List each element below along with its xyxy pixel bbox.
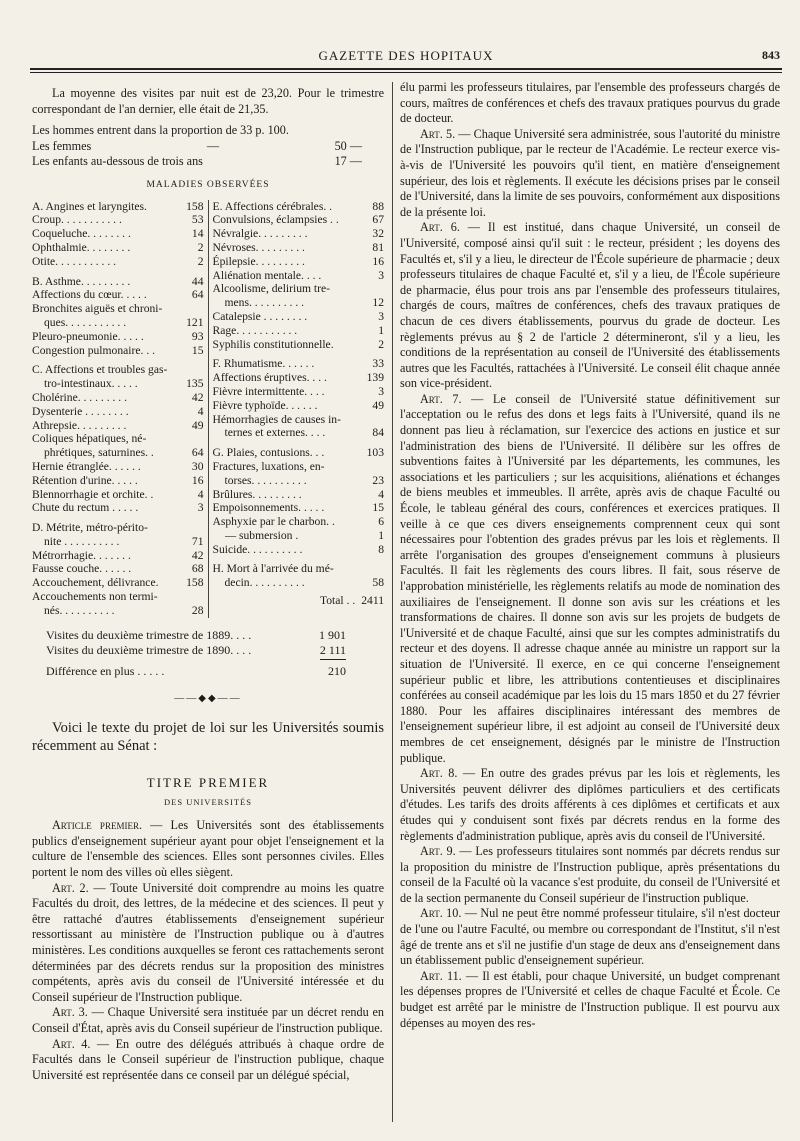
difference-row xyxy=(46,664,346,680)
ornament: ——◆◆—— xyxy=(174,693,242,705)
proportion-col-b: 50 — xyxy=(334,138,362,153)
trimestre-row xyxy=(46,628,346,644)
row-label: Suicide. . . . . . . . . . xyxy=(212,542,303,556)
proportion-label: Les femmes xyxy=(32,138,92,153)
table-row xyxy=(213,296,385,310)
proportion-label: Les enfants au-dessous de trois ans xyxy=(32,154,203,169)
table-row xyxy=(32,330,204,344)
table-row xyxy=(213,269,385,283)
row-count: 53 xyxy=(191,213,204,227)
row-label: Empoisonnements. . . . . xyxy=(212,501,325,515)
table-row xyxy=(32,576,204,590)
trimestre-block xyxy=(32,628,384,680)
row-label: Accouchements non termi- xyxy=(32,590,158,604)
row-label: Blennorrhagie et orchite. . xyxy=(32,487,154,501)
table-row xyxy=(213,594,385,608)
row-label: Convulsions, éclampsies . . xyxy=(212,213,339,227)
trimestre-count: 1 901 xyxy=(319,627,346,642)
proportion-col-b: 17 — xyxy=(334,154,362,169)
row-label: Coqueluche. . . . . . . . xyxy=(32,227,131,241)
table-row xyxy=(32,363,204,377)
table-row xyxy=(213,213,385,227)
table-row xyxy=(213,529,385,543)
table-row xyxy=(213,255,385,269)
row-label: tro-intestinaux. . . . . xyxy=(44,377,138,391)
row-label: ques. . . . . . . . . . . xyxy=(44,315,127,329)
row-count: 2 xyxy=(378,337,384,351)
row-count: 4 xyxy=(378,487,384,501)
trimestre-row xyxy=(46,643,346,660)
row-label: A. Angines et laryngites. xyxy=(32,199,147,213)
article-text: — Toute Université doit comprendre au moins les quatre Facultés du droit, des lettres, de la médecine et des sciences. Il peut y être rattaché d'autres établissements d'enseignement supérieur ressortissant au ministère de l'Instruction publique ou à d'autres ministères. Les conditions auxquelles se feront ces rattachements seront déterminées par des décrets rendus sur la proposition des ministres compétents, après avis du conseil de l'Université intéressée et du Conseil supérieur de l'Instruction publique. xyxy=(32,880,384,1004)
row-count xyxy=(362,460,384,474)
table-row xyxy=(213,426,385,440)
row-count: 88 xyxy=(372,199,384,213)
table-row xyxy=(213,282,385,296)
row-count: 32 xyxy=(372,227,384,241)
row-count: 30 xyxy=(191,459,204,473)
row-label: Fausse couche. . . . . . xyxy=(32,562,132,576)
row-label: phrétiques, saturnines. . xyxy=(44,446,154,460)
journal-title: GAZETTE DES HOPITAUX xyxy=(318,48,494,63)
article-heading: Art. 4. xyxy=(52,1036,91,1051)
trimestre-count: 2 111 xyxy=(320,643,346,660)
row-count xyxy=(362,413,384,427)
article-text: — Chaque Université sera instituée par un décret rendu en Conseil d'État, après avis du Conseil supérieur de l'instruction publique. xyxy=(32,1005,385,1035)
table-right-column xyxy=(209,200,385,618)
row-label: Total . . xyxy=(319,594,356,608)
article-text: — Les Universités sont des établissements publics d'enseignement supérieur ayant pour objet l'enseignement et la culture de l'ensemble des sciences. Elles sont personnes civiles. Elles portent le nom des villes où elles siègent. xyxy=(32,818,385,880)
row-label: Affections du cœur. . . . . xyxy=(32,288,147,302)
row-count: 16 xyxy=(191,473,204,487)
row-label: Asphyxie par le charbon. . xyxy=(212,515,335,529)
table-row xyxy=(32,316,204,330)
table-row xyxy=(213,338,385,352)
row-label: Rage. . . . . . . . . . . xyxy=(212,323,298,337)
article-heading: Art. 8. xyxy=(420,766,458,781)
row-label: Cholérine. . . . . . . . . xyxy=(32,390,127,404)
article-text: — Chaque Université sera administrée, sous l'autorité du ministre de l'Instruction publique, par le recteur de l'Académie. Le recteur exerce vis-à-vis de l'Université les pouvoirs qu'il tient, en matière d'enseignement supérieur, des lois et règlements. Il exécute les décisions prises par le conseil de l'Université, dans la limite de ses pouvoirs, conformément aux dispositions de la présente loi. xyxy=(400,126,780,219)
page-number: 843 xyxy=(762,48,780,62)
article-paragraph xyxy=(400,844,780,906)
row-count: 64 xyxy=(191,446,204,460)
table-row xyxy=(32,590,204,604)
titre-subheading: DES UNIVERSITÉS xyxy=(164,796,252,807)
row-label: — submersion . xyxy=(224,528,299,542)
row-count: 1 xyxy=(378,528,384,542)
proportion-row xyxy=(32,154,362,170)
table-row xyxy=(213,543,385,557)
article-heading: Art. 5. xyxy=(420,126,456,141)
row-label: Congestion pulmonaire. . . xyxy=(32,343,156,357)
table-row xyxy=(213,399,385,413)
table-row xyxy=(32,446,204,460)
table-row xyxy=(32,488,204,502)
table-row xyxy=(213,460,385,474)
table-row xyxy=(32,302,204,316)
trimestre-label: Visites du deuxième trimestre de 1890. . . . xyxy=(46,643,252,658)
table-row xyxy=(32,604,204,618)
article-heading: Article premier. xyxy=(52,818,142,833)
row-count: 3 xyxy=(378,268,384,282)
table-row xyxy=(213,371,385,385)
row-label: Pleuro-pneumonie. . . . . xyxy=(32,329,144,343)
article-heading: Art. 11. xyxy=(420,968,462,983)
row-count: 23 xyxy=(372,473,384,487)
row-count: 12 xyxy=(372,296,384,310)
table-row xyxy=(32,501,204,515)
row-count: 49 xyxy=(191,418,204,432)
row-count: 3 xyxy=(378,384,384,398)
row-label: Affections éruptives. . . . xyxy=(212,371,327,385)
row-label: E. Affections cérébrales. . xyxy=(212,199,333,213)
article-paragraph xyxy=(400,220,780,392)
row-count: 42 xyxy=(191,390,204,404)
article-text: — En outre des délégués attribués à chaque ordre de Facultés dans le Conseil supérieur de l'instruction publique, chaque Université est représentée dans ce conseil par un délégué spécial, xyxy=(32,1036,384,1082)
table-row xyxy=(32,213,204,227)
row-count: 2411 xyxy=(361,594,384,608)
row-label: mens. . . . . . . . . . xyxy=(224,296,305,310)
row-count: 4 xyxy=(197,404,204,418)
table-row xyxy=(32,405,204,419)
row-count: 68 xyxy=(191,562,204,576)
row-label: nite . . . . . . . . . . xyxy=(44,534,120,548)
article-paragraph xyxy=(400,392,780,766)
row-count: 28 xyxy=(191,603,204,617)
row-count: 139 xyxy=(366,371,384,385)
article-text: — Il est établi, pour chaque Université, un budget comprenant les dépenses propres de l'Université et celles de chaque Faculté et École. Ce budget est arrêté par le ministre de l'Instruction publique. Il est pourvu aux dépenses au moyen des res- xyxy=(400,968,780,1030)
table-row xyxy=(213,515,385,529)
article-text: — En outre des grades prévus par les lois et règlements, les Universités peuvent délivrer des diplômes particuliers et des certificats d'études. Les tarifs des droits afférents à ces diplômes et certificats et aux études qui y conduisent sont fixés par décrets rendus en la forme des règlements d'administration publique, après avis du conseil de l'Université. xyxy=(400,766,781,843)
difference-label: Différence en plus . . . . . xyxy=(46,663,165,678)
row-label: G. Plaies, contusions. . . xyxy=(212,446,325,460)
row-label: Dysenterie . . . . . . . . xyxy=(32,404,129,418)
table-row xyxy=(32,200,204,214)
row-count: 2 xyxy=(197,240,204,254)
table-row xyxy=(213,200,385,214)
article-heading: Art. 6. xyxy=(420,220,460,235)
proportion-label: Les hommes entrent dans la proportion de 33 p. 100. xyxy=(32,123,289,138)
row-label: Chute du rectum . . . . . xyxy=(32,501,139,515)
row-count: 16 xyxy=(372,254,384,268)
row-count: 58 xyxy=(372,576,384,590)
row-count: 15 xyxy=(191,343,204,357)
article-paragraph xyxy=(32,1037,384,1084)
row-label: Coliques hépatiques, né- xyxy=(32,432,147,446)
row-count xyxy=(182,363,204,377)
row-count: 81 xyxy=(372,240,384,254)
row-label: nés. . . . . . . . . . xyxy=(44,603,115,617)
row-label: Névroses. . . . . . . . . xyxy=(212,240,305,254)
row-label: Épilepsie. . . . . . . . . xyxy=(212,254,305,268)
row-label: Accouchement, délivrance. xyxy=(32,576,159,590)
row-count xyxy=(182,590,204,604)
article-text: — Nul ne peut être nommé professeur titulaire, s'il n'est docteur de l'une ou l'autre Faculté, ou membre ou correspondant de l'Institut, s'il n'est âgé de trente ans et s'il ne justifie d'un stage de deux ans d'enseignement dans un établissement public d'enseignement supérieur. xyxy=(400,906,781,968)
row-count: 15 xyxy=(372,501,384,515)
proportion-block xyxy=(32,123,384,170)
row-count xyxy=(182,432,204,446)
row-count: 6 xyxy=(378,515,384,529)
proportion-col-a: — xyxy=(206,138,219,153)
titre-heading: TITRE PREMIER xyxy=(146,775,270,791)
row-label: Névralgie. . . . . . . . . xyxy=(212,227,308,241)
row-label: Rétention d'urine. . . . . xyxy=(32,473,138,487)
right-column xyxy=(400,80,780,1031)
table-row xyxy=(32,460,204,474)
row-label: H. Mort à l'arrivée du mé- xyxy=(212,562,334,576)
row-label: torses. . . . . . . . . . xyxy=(224,473,307,487)
row-count: 3 xyxy=(197,501,204,515)
table-row xyxy=(32,521,204,535)
article-text: — Il est institué, dans chaque Université, un conseil de l'Université, composé ainsi qu'il suit : le recteur, président ; les doyens des Facultés et, s'il y a lieu, le directeur de l'École supérieure de pharmacie ; deux professeurs titulaires de chaque Faculté et, s'il y a lieu, de l'École supérieure de pharmacie, élus pour trois ans par l'ensemble des professeurs titulaires, chargés de cours, maîtres de conférences, chefs des travaux pratiques de chacun de ces divers établissements, pourvus du grade de docteur. Les règlements prévus au § 2 de l'article 2 détermineront, s'il y a lieu, les conditions de la représentation au conseil de l'Université des établissements autres que les Facultés, rattachées à l'Université. Le conseil élit chaque année son vice-président. xyxy=(400,220,780,391)
difference-count: 210 xyxy=(328,663,346,678)
article-paragraph xyxy=(32,1005,384,1036)
row-count: 121 xyxy=(186,315,204,329)
row-count: 1 xyxy=(378,323,384,337)
row-label: Aliénation mentale. . . . xyxy=(212,268,322,282)
row-count: 67 xyxy=(372,213,384,227)
row-label: Athrepsie. . . . . . . . . xyxy=(32,418,127,432)
table-row xyxy=(213,385,385,399)
table-row xyxy=(32,288,204,302)
header-rule-thin xyxy=(30,72,782,73)
row-count: 103 xyxy=(366,446,384,460)
row-count xyxy=(362,282,384,296)
row-count: 71 xyxy=(191,534,204,548)
table-row xyxy=(213,562,385,576)
article-paragraph xyxy=(32,818,384,880)
row-count xyxy=(362,562,384,576)
row-label: Otite. . . . . . . . . . . xyxy=(32,254,117,268)
row-label: Alcoolisme, delirium tre- xyxy=(212,282,331,296)
table-row xyxy=(213,413,385,427)
article-heading: Art. 2. xyxy=(52,880,89,895)
row-label: decin. . . . . . . . . . xyxy=(224,576,305,590)
table-row xyxy=(32,391,204,405)
table-row xyxy=(32,549,204,563)
table-row xyxy=(32,474,204,488)
row-count: 2 xyxy=(197,254,204,268)
table-row xyxy=(32,432,204,446)
row-count: 4 xyxy=(197,487,204,501)
table-row xyxy=(213,501,385,515)
article-heading: Art. 7. xyxy=(420,391,462,406)
row-label: Croup. . . . . . . . . . . xyxy=(32,213,122,227)
row-count: 42 xyxy=(191,548,204,562)
lead-paragraph: Voici le texte du projet de loi sur les Universités soumis récemment au Sénat : xyxy=(32,720,384,755)
row-label: B. Asthme. . . . . . . . . xyxy=(32,274,131,288)
table-row xyxy=(213,310,385,324)
left-articles xyxy=(32,818,384,1083)
row-count: 135 xyxy=(186,377,204,391)
table-row xyxy=(32,535,204,549)
row-count: 93 xyxy=(191,329,204,343)
row-label: Bronchites aiguës et chroni- xyxy=(32,302,163,316)
table-title: MALADIES OBSERVÉES xyxy=(146,179,270,190)
column-divider xyxy=(392,82,393,1122)
row-count: 14 xyxy=(191,227,204,241)
row-label: Syphilis constitutionnelle. xyxy=(212,337,334,351)
row-count: 3 xyxy=(378,309,384,323)
article-text: — Les professeurs titulaires sont nommés par décrets rendus sur la proposition du ministre de l'Instruction publique, après présentations du conseil de la Faculté où la vacance s'est produite, du conseil de l'Université et de la section permanente du Conseil supérieur de l'instruction publique. xyxy=(400,844,780,905)
row-label: Ophthalmie. . . . . . . . xyxy=(32,240,131,254)
row-label: Brûlures. . . . . . . . . xyxy=(212,487,302,501)
table-row xyxy=(213,576,385,590)
row-count xyxy=(182,521,204,535)
article-paragraph xyxy=(400,766,780,844)
row-label: Catalepsie . . . . . . . . xyxy=(212,309,308,323)
table-row xyxy=(213,357,385,371)
table-row xyxy=(213,241,385,255)
proportion-row xyxy=(32,139,362,155)
article-paragraph xyxy=(400,969,780,1031)
row-count xyxy=(182,302,204,316)
article-paragraph xyxy=(400,906,780,968)
article-paragraph xyxy=(32,881,384,1006)
table-row xyxy=(213,488,385,502)
row-label: Fièvre intermittente. . . . xyxy=(212,384,325,398)
table-row xyxy=(32,227,204,241)
table-row xyxy=(32,241,204,255)
article-heading: Art. 10. xyxy=(420,906,462,921)
table-row xyxy=(32,562,204,576)
row-count: 44 xyxy=(191,274,204,288)
table-row xyxy=(213,446,385,460)
row-count: 49 xyxy=(372,398,384,412)
row-count: 33 xyxy=(372,357,384,371)
header-rule xyxy=(30,68,782,70)
table-row xyxy=(32,344,204,358)
table-row xyxy=(213,474,385,488)
article-heading: Art. 3. xyxy=(52,1005,88,1020)
article-text: — Le conseil de l'Université statue définitivement sur l'acceptation ou le refus des dons et legs faits à l'Université, quand ils ne donnent pas lieu à réclamation, sur l'exercice des actions en justice et sur l'administration des biens de l'Université. Il délibère sur les offres de subventions faites à l'Université par les départements, les communes, les associations et les particuliers ; sur les acquisitions, aliénations et échanges de biens meubles et immeubles. Il arrête, après avis de chaque Faculté ou École, le tableau général des cours, conférences et exercices pratiques. Il veille à ce que ces divers enseignements comprennent ceux qui sont nécessaires pour l'obtention des grades prévus par les lois et règlements. Il arrête l'organisation des groupes d'enseignement communs à plusieurs Facultés. Il fait les règlements des cours libres. Il fait, sous réserve de l'approbation ministérielle, les règlements relatifs au mode de nomination des auxiliaires de l'enseignement. Il donne son avis sur les créations et les transformations de chaires. Il donne son avis sur les projets de budgets de l'Université et de chaque Faculté, ainsi que sur les comptes administratifs du recteur et des doyens. Il adresse chaque année au ministre un rapport sur la situation de l'Université. Il exerce, en ce qui concerne l'enseignement supérieur public et libre, les attributions contentieuses et disciplinaires conférées au conseil académique par les lois du 15 mars 1850 et du 27 février 1880. Pour les affaires disciplinaires intéressant des membres de l'enseignement supérieur libre, il est adjoint au conseil de l'Université deux membres de cet enseignement, désignés par le ministre de l'Instruction publique. xyxy=(400,391,780,765)
row-label: Fractures, luxations, en- xyxy=(212,459,325,473)
left-column xyxy=(32,86,384,1083)
table-row xyxy=(213,324,385,338)
row-count: 8 xyxy=(378,542,384,556)
row-label: Hémorrhagies de causes in- xyxy=(212,412,341,426)
row-count: 64 xyxy=(191,288,204,302)
article-paragraph xyxy=(400,127,780,221)
row-count: 84 xyxy=(372,426,384,440)
row-label: C. Affections et troubles gas- xyxy=(32,363,168,377)
article-heading: Art. 9. xyxy=(420,844,456,859)
row-label: D. Métrite, métro-périto- xyxy=(32,521,148,535)
table-row xyxy=(32,255,204,269)
trimestre-label: Visites du deuxième trimestre de 1889. . . . xyxy=(46,627,252,642)
table-row xyxy=(32,275,204,289)
right-articles xyxy=(400,80,780,1031)
article-paragraph xyxy=(400,80,780,127)
row-label: F. Rhumatisme. . . . . . xyxy=(212,357,315,371)
row-label: ternes et externes. . . . xyxy=(224,426,326,440)
table-row xyxy=(32,419,204,433)
row-count: 158 xyxy=(186,576,204,590)
proportion-row xyxy=(32,123,362,139)
table-left-column xyxy=(32,200,209,618)
row-label: Hernie étranglée. . . . . . xyxy=(32,459,141,473)
row-label: Métrorrhagie. . . . . . . xyxy=(32,548,131,562)
maladies-table xyxy=(32,200,384,618)
row-count: 158 xyxy=(186,199,204,213)
row-label: Fièvre typhoïde. . . . . . xyxy=(212,398,318,412)
article-text: élu parmi les professeurs titulaires, par l'ensemble des professeurs chargés de cours, maîtres de conférences et chefs des travaux pratiques pourvus du grade de docteur. xyxy=(400,80,780,126)
intro-paragraph: La moyenne des visites par nuit est de 23,20. Pour le trimestre correspondant de l'an dernier, elle était de 21,35. xyxy=(32,86,384,116)
table-row xyxy=(32,377,204,391)
table-row xyxy=(213,227,385,241)
